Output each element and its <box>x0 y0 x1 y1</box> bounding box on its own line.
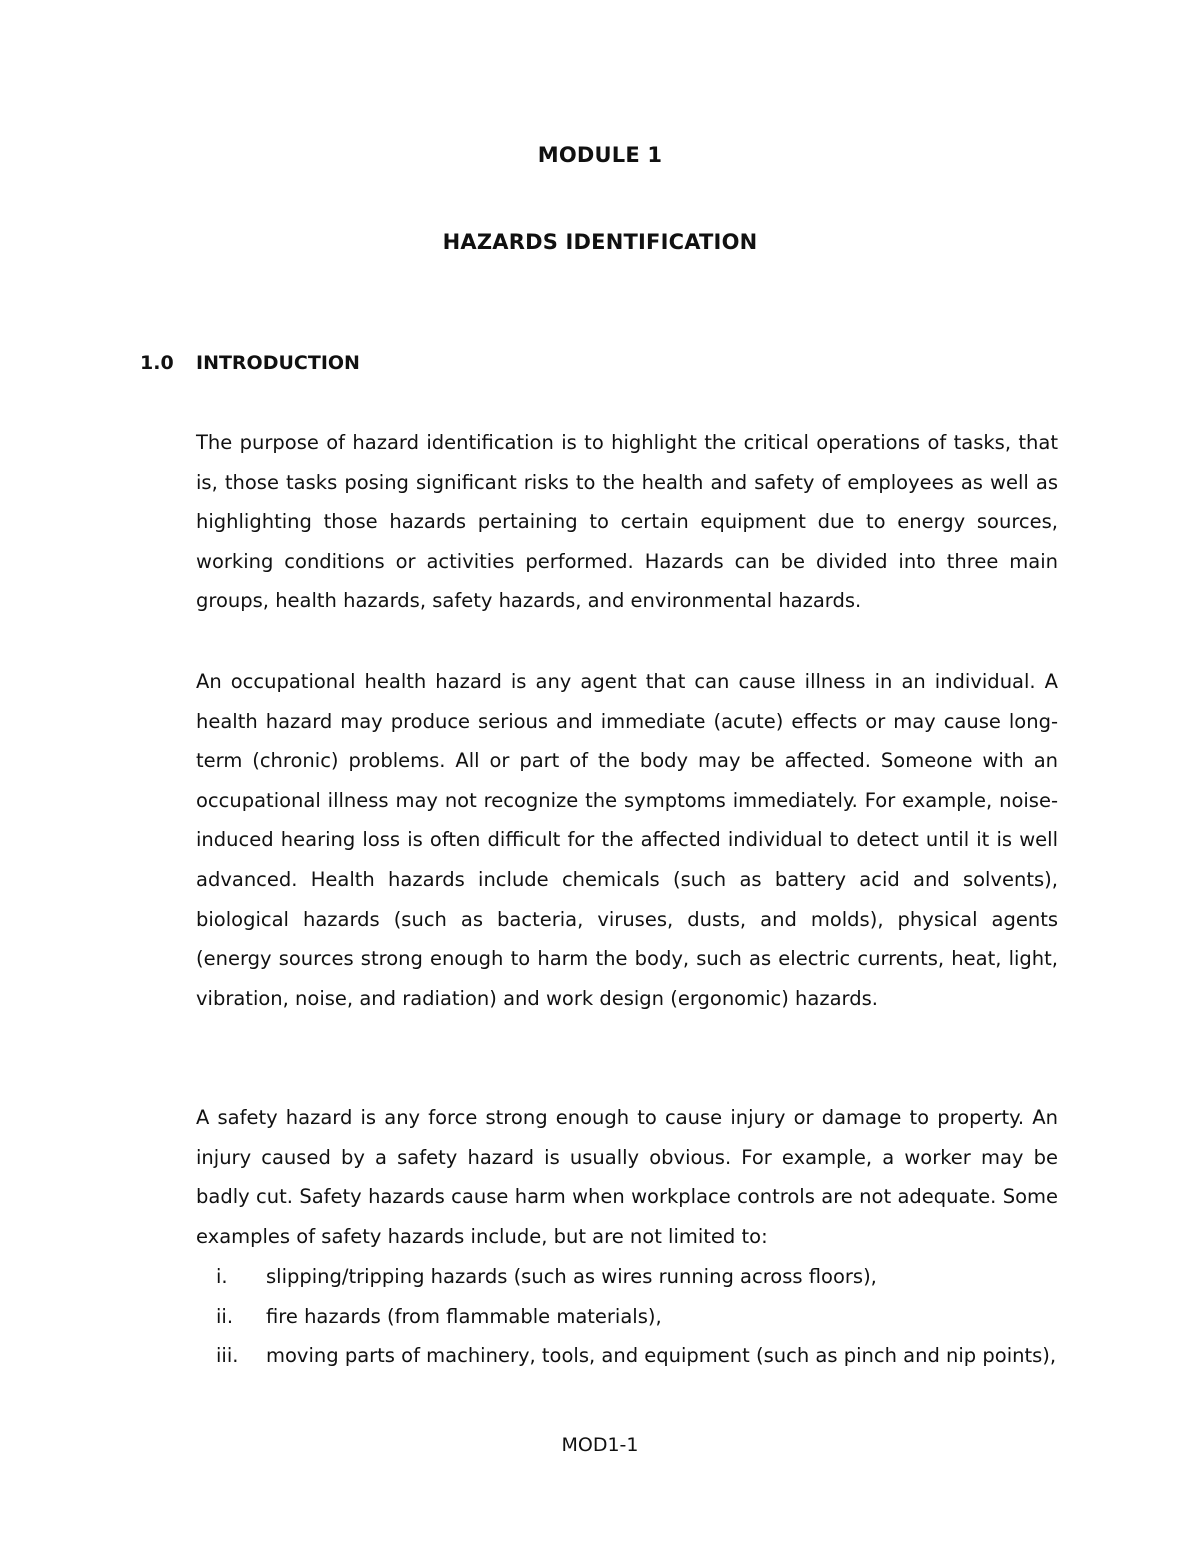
paragraph-introduction: The purpose of hazard identification is to highlight the critical operations of tasks, that is, those tasks posing significant risks to the health and safety of employees as well as highlighting those hazards pertaining to certain equipment due to energy sources, working conditions or activities performed. Hazards can be divided into three main groups, health hazards, safety hazards, and environmental hazards. <box>196 431 1058 613</box>
list-marker: i. <box>216 1265 228 1288</box>
list-item-text: fire hazards (from flammable materials), <box>266 1304 662 1328</box>
section-heading <box>140 352 360 374</box>
page-number-footer: MOD1-1 <box>561 1434 639 1456</box>
list-item-text: moving parts of machinery, tools, and equipment (such as pinch and nip points), <box>266 1344 1057 1368</box>
document-title: HAZARDS IDENTIFICATION <box>442 230 758 254</box>
list-item <box>196 1297 1058 1337</box>
paragraph-health-hazard: An occupational health hazard is any agent that can cause illness in an individual. A health hazard may produce serious and immediate (acute) effects or may cause long-term (chronic) problems. All or part of the body may be affected. Someone with an occupational illness may not recognize the symptoms immediately. For example, noise-induced hearing loss is often difficult for the affected individual to detect until it is well advanced. Health hazards include chemicals (such as battery acid and solvents), biological hazards (such as bacteria, viruses, dusts, and molds), physical agents (energy sources strong enough to harm the body, such as electric currents, heat, light, vibration, noise, and radiation) and work design (ergonomic) hazards. <box>196 670 1058 1010</box>
section-heading-text: INTRODUCTION <box>196 352 360 374</box>
list-item <box>196 1257 1058 1297</box>
safety-hazard-list <box>196 1257 1058 1376</box>
list-item <box>196 1336 1058 1376</box>
list-item-text: slipping/tripping hazards (such as wires running across floors), <box>266 1265 877 1288</box>
section-number: 1.0 <box>140 352 174 374</box>
module-title: MODULE 1 <box>537 143 663 167</box>
paragraph-safety-hazard: A safety hazard is any force strong enough to cause injury or damage to property. An injury caused by a safety hazard is usually obvious. For example, a worker may be badly cut. Safety hazards cause harm when workplace controls are not adequate. Some examples of safety hazards include, but are not limited to: <box>196 1106 1058 1248</box>
list-marker: ii. <box>216 1304 234 1328</box>
list-marker: iii. <box>216 1344 239 1368</box>
